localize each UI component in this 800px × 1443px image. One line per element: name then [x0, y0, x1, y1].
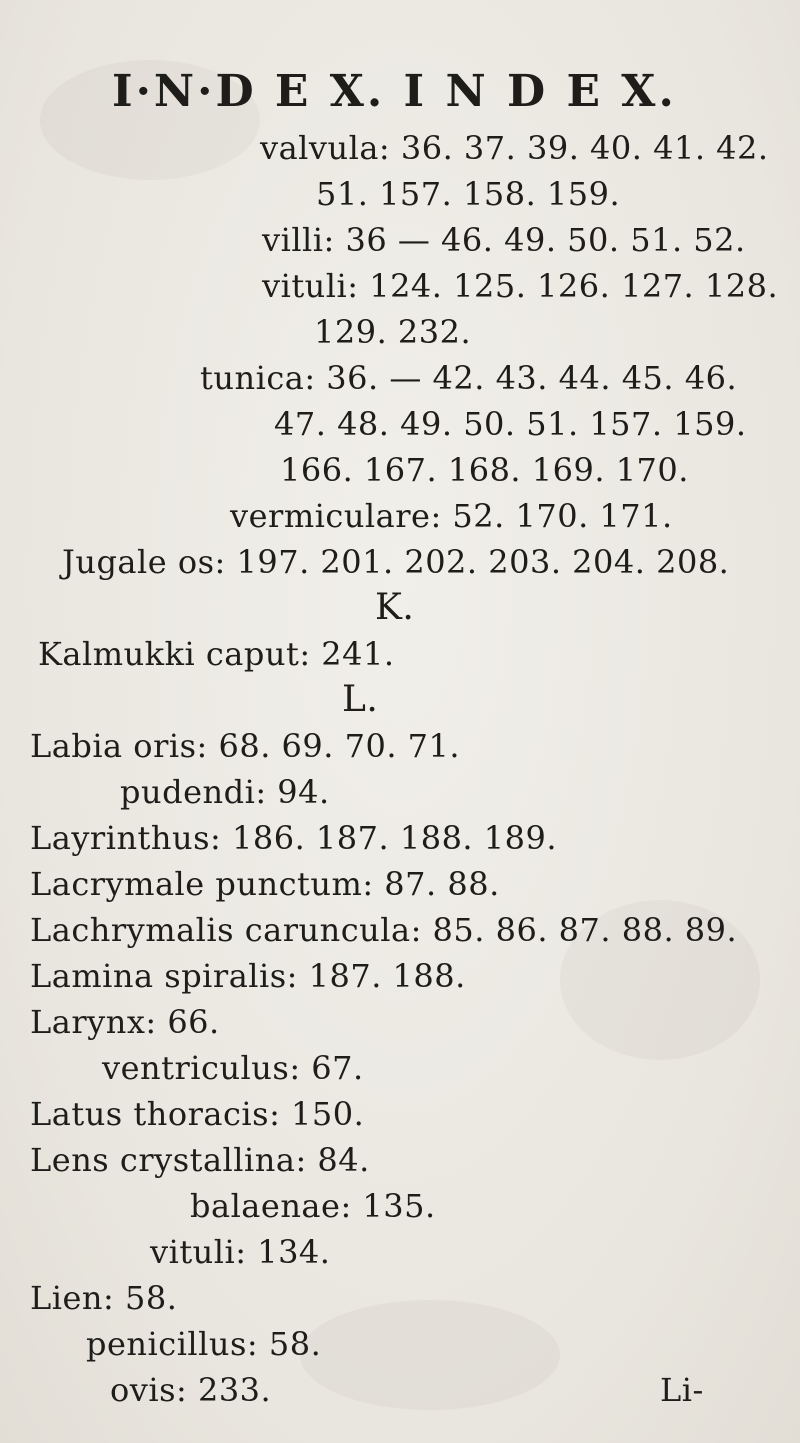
- index-entry: Latus thoracis: 150.: [30, 1095, 365, 1133]
- index-entry: tunica: 36. — 42. 43. 44. 45. 46.: [200, 359, 738, 397]
- index-entry: vermiculare: 52. 170. 171.: [230, 497, 673, 535]
- index-entry: Lacrymale punctum: 87. 88.: [30, 865, 500, 903]
- running-header: I·N·D E X. I N D E X.: [112, 66, 677, 117]
- index-entry: 47. 48. 49. 50. 51. 157. 159.: [274, 405, 747, 443]
- index-entry: Lien: 58.: [30, 1279, 178, 1317]
- index-entry: ovis: 233.: [110, 1371, 272, 1409]
- index-entry: ventriculus: 67.: [102, 1049, 364, 1087]
- index-entry: Lens crystallina: 84.: [30, 1141, 370, 1179]
- index-entry: vituli: 134.: [150, 1233, 331, 1271]
- paper-stain: [300, 1300, 560, 1410]
- index-entry: Kalmukki caput: 241.: [38, 635, 395, 673]
- index-entry: Layrinthus: 186. 187. 188. 189.: [30, 819, 558, 857]
- section-letter: K.: [375, 587, 415, 628]
- index-entry: penicillus: 58.: [86, 1325, 322, 1363]
- index-entry: Jugale os: 197. 201. 202. 203. 204. 208.: [62, 543, 730, 581]
- index-entry: balaenae: 135.: [190, 1187, 436, 1225]
- index-entry: 129. 232.: [314, 313, 472, 351]
- index-entry: vituli: 124. 125. 126. 127. 128.: [262, 267, 779, 305]
- index-entry: 51. 157. 158. 159.: [316, 175, 621, 213]
- section-letter: L.: [342, 679, 379, 720]
- index-entry: Labia oris: 68. 69. 70. 71.: [30, 727, 461, 765]
- index-entry: Lachrymalis caruncula: 85. 86. 87. 88. 89.: [30, 911, 738, 949]
- index-entry: villi: 36 — 46. 49. 50. 51. 52.: [262, 221, 746, 259]
- index-entry: 166. 167. 168. 169. 170.: [280, 451, 689, 489]
- index-entry: Larynx: 66.: [30, 1003, 220, 1041]
- index-entry: valvula: 36. 37. 39. 40. 41. 42.: [260, 129, 769, 167]
- index-entry: Lamina spiralis: 187. 188.: [30, 957, 466, 995]
- index-entry: pudendi: 94.: [120, 773, 330, 811]
- catchword: Li-: [660, 1371, 704, 1409]
